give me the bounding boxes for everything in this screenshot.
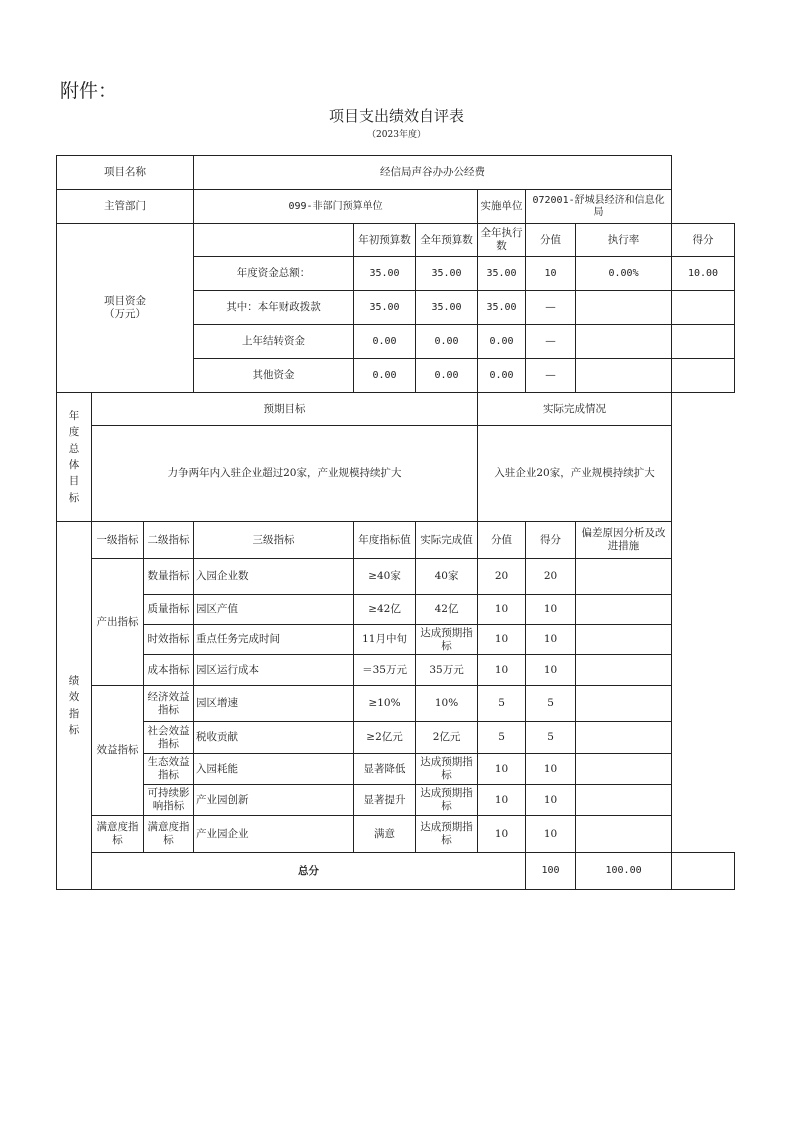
actual-goal-text: 入驻企业20家，产业规模持续扩大 [478, 426, 672, 522]
funds-row-score [672, 325, 735, 359]
impl-value: 072001-舒城县经济和信息化局 [526, 190, 672, 224]
funds-row-rate [576, 325, 672, 359]
indicator-level3: 园区产值 [194, 595, 354, 625]
funds-row-name: 上年结转资金 [194, 325, 354, 359]
indicator-level1: 产出指标 [92, 559, 144, 686]
expected-goal-header: 预期目标 [92, 393, 478, 426]
indicator-target: ＝35万元 [354, 655, 416, 686]
indicator-level2: 可持续影响指标 [144, 785, 194, 816]
indicator-target: 显著提升 [354, 785, 416, 816]
indicator-actual: 达成预期指标 [416, 785, 478, 816]
funds-row-annual: 0.00 [416, 325, 478, 359]
indicator-actual: 达成预期指标 [416, 754, 478, 785]
indicator-level2: 经济效益指标 [144, 686, 194, 722]
indicator-row [57, 816, 735, 853]
page-title: 项目支出绩效自评表 [328, 107, 464, 125]
indicator-level3: 税收贡献 [194, 722, 354, 754]
total-label: 总分 [92, 853, 526, 890]
funds-row-annual: 0.00 [416, 359, 478, 393]
indicator-value: 10 [478, 655, 526, 686]
indicator-row [57, 625, 735, 655]
indicator-value: 10 [478, 595, 526, 625]
total-score: 100.00 [576, 853, 672, 890]
indicator-target: ≥2亿元 [354, 722, 416, 754]
funds-header-blank [194, 224, 354, 257]
indicator-level2: 满意度指标 [144, 816, 194, 853]
funds-header-executed: 全年执行数 [478, 224, 526, 257]
impl-label: 实施单位 [478, 190, 526, 224]
funds-header-annual: 全年预算数 [416, 224, 478, 257]
indicator-row [57, 655, 735, 686]
indicator-target: ≥40家 [354, 559, 416, 595]
dept-label: 主管部门 [57, 190, 194, 224]
indicator-score: 20 [526, 559, 576, 595]
indicator-header-note: 偏差原因分析及改进措施 [576, 522, 672, 559]
indicator-level2: 数量指标 [144, 559, 194, 595]
funds-row-initial: 35.00 [354, 291, 416, 325]
funds-row-executed: 0.00 [478, 325, 526, 359]
evaluation-table [56, 155, 735, 890]
indicator-level1: 满意度指标 [92, 816, 144, 853]
indicator-level3: 入园耗能 [194, 754, 354, 785]
performance-indicator-label: 绩效指标 [57, 522, 92, 890]
indicator-level3: 产业园创新 [194, 785, 354, 816]
funds-row-initial: 0.00 [354, 359, 416, 393]
dept-value: 099-非部门预算单位 [194, 190, 478, 224]
indicator-note [576, 625, 672, 655]
indicator-actual: 10% [416, 686, 478, 722]
funds-row-score-value: 10 [526, 257, 576, 291]
funds-row-rate: 0.00% [576, 257, 672, 291]
indicator-actual: 35万元 [416, 655, 478, 686]
funds-row-rate [576, 359, 672, 393]
indicator-target: ≥10% [354, 686, 416, 722]
funds-row-score-value: — [526, 291, 576, 325]
indicator-target: 显著降低 [354, 754, 416, 785]
indicator-actual: 达成预期指标 [416, 816, 478, 853]
indicator-level1: 效益指标 [92, 686, 144, 816]
indicator-row [57, 754, 735, 785]
annual-goal-label: 年度总体目标 [57, 393, 92, 522]
indicator-value: 10 [478, 754, 526, 785]
funds-label: 项目资金 （万元） [57, 224, 194, 393]
funds-header-initial: 年初预算数 [354, 224, 416, 257]
indicator-note [576, 754, 672, 785]
funds-row-score-value: — [526, 325, 576, 359]
funds-row-score-value: — [526, 359, 576, 393]
indicator-level3: 园区运行成本 [194, 655, 354, 686]
indicator-value: 10 [478, 785, 526, 816]
indicator-score: 10 [526, 655, 576, 686]
indicator-score: 10 [526, 754, 576, 785]
indicator-actual: 42亿 [416, 595, 478, 625]
funds-row-initial: 35.00 [354, 257, 416, 291]
indicator-header-level2: 二级指标 [144, 522, 194, 559]
indicator-header-level1: 一级指标 [92, 522, 144, 559]
total-value: 100 [526, 853, 576, 890]
indicator-row [57, 559, 735, 595]
funds-row-annual: 35.00 [416, 257, 478, 291]
indicator-level2: 成本指标 [144, 655, 194, 686]
indicator-score: 10 [526, 816, 576, 853]
funds-row-initial: 0.00 [354, 325, 416, 359]
indicator-level2: 生态效益指标 [144, 754, 194, 785]
indicator-actual: 2亿元 [416, 722, 478, 754]
indicator-note [576, 785, 672, 816]
indicator-note [576, 686, 672, 722]
funds-row-annual: 35.00 [416, 291, 478, 325]
project-name-value: 经信局声谷办办公经费 [194, 156, 672, 190]
indicator-note [576, 655, 672, 686]
indicator-level2: 质量指标 [144, 595, 194, 625]
project-name-label: 项目名称 [57, 156, 194, 190]
indicator-value: 5 [478, 686, 526, 722]
funds-row-name: 其中：本年财政拨款 [194, 291, 354, 325]
indicator-target: 11月中旬 [354, 625, 416, 655]
total-note [672, 853, 735, 890]
indicator-header-actual: 实际完成值 [416, 522, 478, 559]
indicator-level3: 入园企业数 [194, 559, 354, 595]
funds-header-score-value: 分值 [526, 224, 576, 257]
actual-goal-header: 实际完成情况 [478, 393, 672, 426]
funds-row-executed: 0.00 [478, 359, 526, 393]
indicator-actual: 40家 [416, 559, 478, 595]
indicator-header-value: 分值 [478, 522, 526, 559]
indicator-value: 10 [478, 625, 526, 655]
indicator-note [576, 595, 672, 625]
indicator-note [576, 722, 672, 754]
indicator-value: 5 [478, 722, 526, 754]
indicator-row [57, 686, 735, 722]
indicator-row [57, 722, 735, 754]
indicator-level2: 社会效益指标 [144, 722, 194, 754]
indicator-value: 20 [478, 559, 526, 595]
indicator-header-score: 得分 [526, 522, 576, 559]
indicator-level3: 园区增速 [194, 686, 354, 722]
indicator-target: 满意 [354, 816, 416, 853]
indicator-actual: 达成预期指标 [416, 625, 478, 655]
indicator-header-level3: 三级指标 [194, 522, 354, 559]
indicator-row [57, 785, 735, 816]
indicator-level3: 重点任务完成时间 [194, 625, 354, 655]
indicator-score: 5 [526, 686, 576, 722]
funds-header-score: 得分 [672, 224, 735, 257]
funds-header-rate: 执行率 [576, 224, 672, 257]
expected-goal-text: 力争两年内入驻企业超过20家，产业规模持续扩大 [92, 426, 478, 522]
funds-row-name: 年度资金总额： [194, 257, 354, 291]
funds-row-score [672, 291, 735, 325]
indicator-value: 10 [478, 816, 526, 853]
funds-row-score [672, 359, 735, 393]
page-subtitle: （2023年度） [367, 130, 426, 140]
indicator-score: 10 [526, 595, 576, 625]
indicator-level3: 产业园企业 [194, 816, 354, 853]
indicator-target: ≥42亿 [354, 595, 416, 625]
funds-row-executed: 35.00 [478, 257, 526, 291]
indicator-score: 10 [526, 625, 576, 655]
indicator-row [57, 595, 735, 625]
indicator-note [576, 559, 672, 595]
funds-row-rate [576, 291, 672, 325]
funds-row-executed: 35.00 [478, 291, 526, 325]
indicator-score: 10 [526, 785, 576, 816]
attachment-label: 附件： [60, 80, 118, 102]
funds-row-score: 10.00 [672, 257, 735, 291]
indicator-header-target: 年度指标值 [354, 522, 416, 559]
indicator-level2: 时效指标 [144, 625, 194, 655]
indicator-note [576, 816, 672, 853]
funds-row-name: 其他资金 [194, 359, 354, 393]
indicator-score: 5 [526, 722, 576, 754]
